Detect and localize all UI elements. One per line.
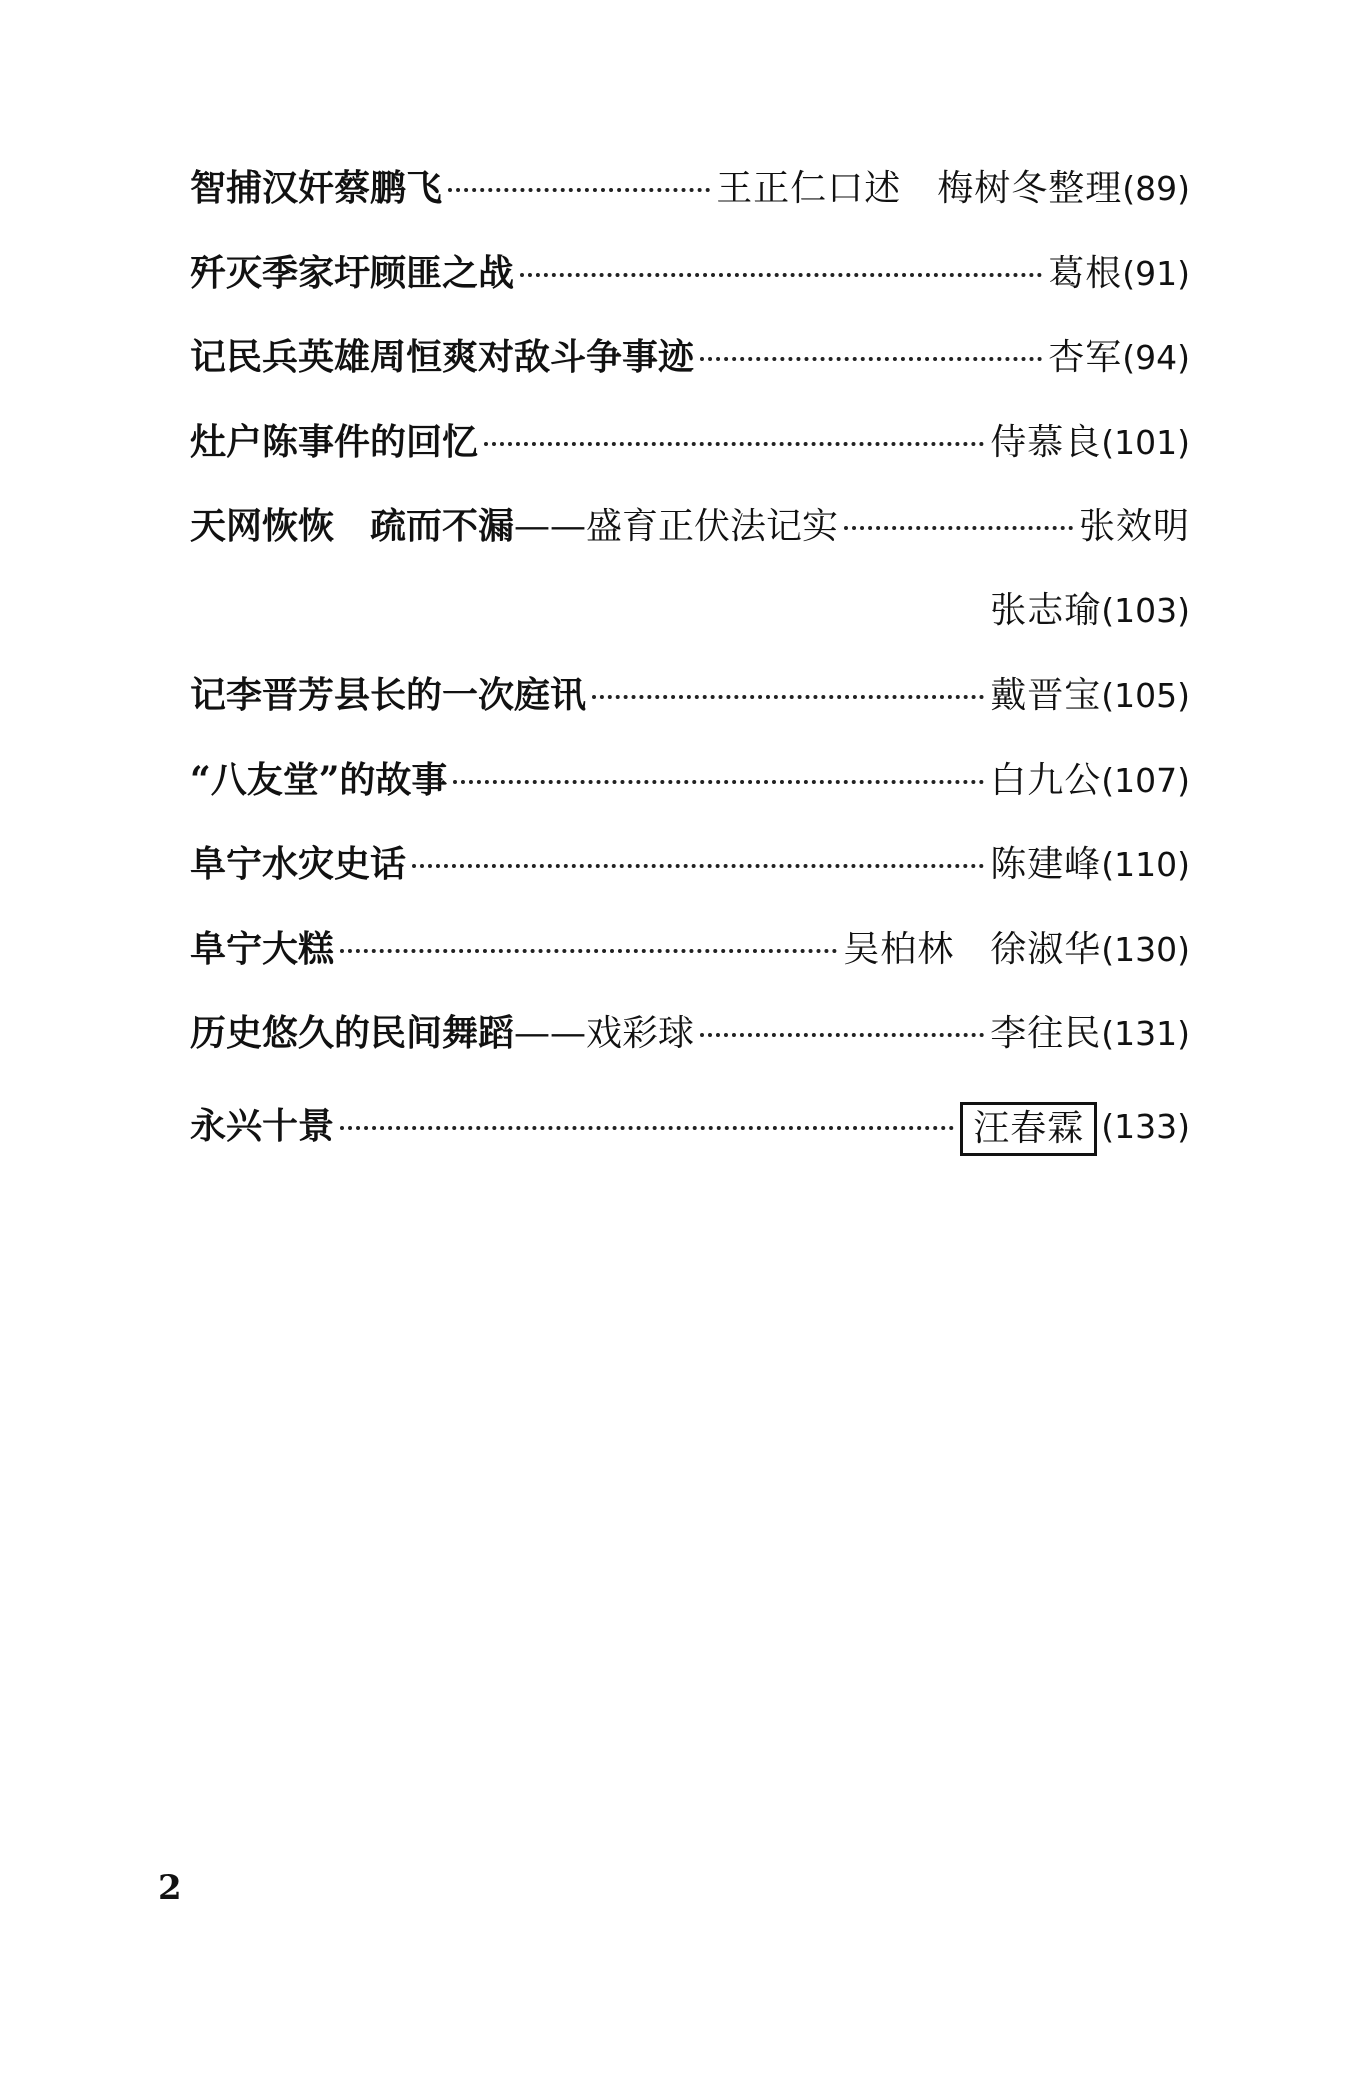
entry-author-boxed: 汪春霖: [960, 1102, 1097, 1156]
dot-leader: [592, 695, 984, 699]
table-of-contents: [190, 167, 1190, 1184]
entry-title: 智捕汉奸蔡鹏飞: [190, 167, 443, 209]
entry-title: “八友堂”的故事: [190, 758, 448, 801]
entry-page: (103): [1101, 590, 1190, 630]
author-name: 徐淑华: [990, 928, 1102, 970]
entry-subtitle: ——盛育正伏法记实: [514, 506, 839, 547]
dot-leader: [520, 273, 1042, 277]
entry-author: 戴晋宝: [990, 675, 1102, 716]
dot-leader: [453, 780, 984, 784]
toc-entry: [190, 758, 1190, 847]
entry-title: 历史悠久的民间舞蹈: [190, 1012, 515, 1054]
entry-author: 张志瑜: [990, 589, 1102, 631]
entry-author: 杏军: [1048, 337, 1123, 378]
entry-author: [716, 168, 1123, 209]
author-name: 吴柏林: [843, 928, 955, 970]
dot-leader: [340, 1126, 954, 1130]
author-name: 王正仁口述: [716, 168, 902, 209]
entry-page: (101): [1101, 422, 1190, 462]
entry-title: 阜宁水灾史话: [190, 843, 407, 885]
entry-author: 陈建峰: [990, 844, 1102, 885]
toc-entry: [190, 927, 1190, 1016]
toc-entry: [190, 674, 1190, 762]
entry-page: (131): [1101, 1014, 1190, 1053]
entry-title: 灶户陈事件的回忆: [190, 420, 479, 463]
entry-title: 永兴十景: [190, 1104, 335, 1147]
dot-leader: [700, 1033, 984, 1037]
toc-entry: [190, 1012, 1190, 1100]
toc-entry: [190, 505, 1190, 593]
entry-title: 歼灭季家圩顾匪之战: [190, 251, 515, 294]
toc-entry: [190, 167, 1190, 255]
author-name: 梅树冬整理: [937, 168, 1123, 209]
entry-author: 白九公: [990, 759, 1102, 801]
entry-author: 张效明: [1078, 506, 1190, 547]
dot-leader: [412, 864, 984, 868]
entry-author: 葛根: [1048, 252, 1123, 294]
entry-page: (94): [1122, 338, 1190, 377]
entry-page: (89): [1122, 169, 1190, 208]
toc-entry: [190, 251, 1190, 340]
entry-page: (105): [1101, 676, 1190, 715]
entry-page: (133): [1101, 1106, 1190, 1146]
dot-leader: [340, 949, 837, 953]
entry-page: (130): [1101, 929, 1190, 969]
page-number: 2: [158, 1868, 182, 1908]
entry-subtitle: ——戏彩球: [514, 1013, 695, 1054]
dot-leader: [700, 357, 1042, 361]
entry-author: [843, 928, 1102, 970]
entry-author: 侍慕良: [990, 421, 1102, 463]
toc-entry: [190, 1100, 1190, 1185]
dot-leader: [484, 442, 984, 446]
entry-author: 李往民: [990, 1013, 1102, 1054]
entry-title: 阜宁大糕: [190, 927, 335, 970]
entry-title: 记李晋芳县长的一次庭讯: [190, 674, 587, 716]
toc-entry-continuation: [190, 589, 1190, 678]
dot-leader: [448, 188, 710, 192]
dot-leader: [844, 526, 1073, 530]
entry-title: 记民兵英雄周恒爽对敌斗争事迹: [190, 336, 695, 378]
toc-entry: [190, 843, 1190, 931]
toc-entry: [190, 336, 1190, 424]
toc-entry: [190, 420, 1190, 509]
entry-page: (107): [1101, 760, 1190, 800]
entry-title: 天网恢恢 疏而不漏: [190, 505, 515, 547]
entry-page: (91): [1122, 253, 1190, 293]
entry-page: (110): [1101, 845, 1190, 884]
